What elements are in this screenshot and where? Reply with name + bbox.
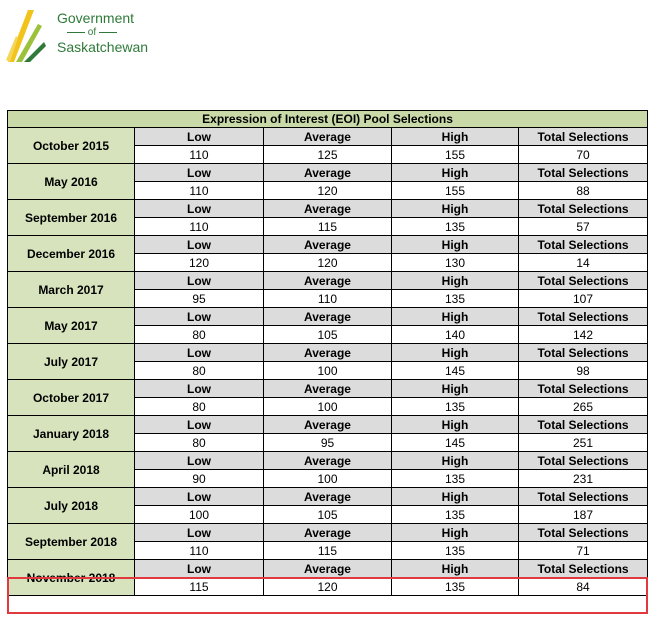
table-cell: 88 xyxy=(519,182,648,200)
month-label: September 2018 xyxy=(8,524,135,560)
column-header: Average xyxy=(264,236,392,254)
table-cell: 135 xyxy=(392,542,519,560)
table-cell: 98 xyxy=(519,362,648,380)
table-cell: 251 xyxy=(519,434,648,452)
table-cell: 135 xyxy=(392,470,519,488)
column-header: High xyxy=(392,308,519,326)
column-header: Average xyxy=(264,416,392,434)
column-header: Total Selections xyxy=(519,416,648,434)
table-cell: 155 xyxy=(392,182,519,200)
column-header: Average xyxy=(264,560,392,578)
column-header: Average xyxy=(264,452,392,470)
column-header: Low xyxy=(135,380,264,398)
column-header: Low xyxy=(135,128,264,146)
column-header: Low xyxy=(135,524,264,542)
month-label: July 2018 xyxy=(8,488,135,524)
column-header: Total Selections xyxy=(519,560,648,578)
month-label: July 2017 xyxy=(8,344,135,380)
table-cell: 142 xyxy=(519,326,648,344)
logo-wordmark xyxy=(57,10,147,55)
month-label: May 2017 xyxy=(8,308,135,344)
table-cell: 14 xyxy=(519,254,648,272)
column-header: Average xyxy=(264,344,392,362)
table-header-row xyxy=(8,344,648,362)
column-header: High xyxy=(392,272,519,290)
column-header: Total Selections xyxy=(519,524,648,542)
column-header: Total Selections xyxy=(519,344,648,362)
table-cell: 90 xyxy=(135,470,264,488)
table-cell: 80 xyxy=(135,398,264,416)
table-cell: 145 xyxy=(392,362,519,380)
month-label: May 2016 xyxy=(8,164,135,200)
column-header: Total Selections xyxy=(519,380,648,398)
table-cell: 80 xyxy=(135,326,264,344)
table-header-row xyxy=(8,272,648,290)
table-cell: 231 xyxy=(519,470,648,488)
column-header: High xyxy=(392,128,519,146)
eoi-pool-selections-table xyxy=(7,110,648,596)
column-header: High xyxy=(392,200,519,218)
logo-line-saskatchewan: Saskatchewan xyxy=(57,39,149,55)
table-cell: 110 xyxy=(135,182,264,200)
column-header: Total Selections xyxy=(519,308,648,326)
month-label: November 2018 xyxy=(8,560,135,596)
table-cell: 100 xyxy=(264,362,392,380)
column-header: Total Selections xyxy=(519,200,648,218)
table-cell: 110 xyxy=(135,218,264,236)
column-header: Low xyxy=(135,308,264,326)
column-header: High xyxy=(392,488,519,506)
table-cell: 120 xyxy=(264,254,392,272)
column-header: Average xyxy=(264,308,392,326)
table-cell: 71 xyxy=(519,542,648,560)
table-cell: 105 xyxy=(264,326,392,344)
column-header: Low xyxy=(135,272,264,290)
table-cell: 187 xyxy=(519,506,648,524)
logo-line-government: Government xyxy=(57,10,135,26)
column-header: Low xyxy=(135,344,264,362)
column-header: Low xyxy=(135,560,264,578)
month-label: October 2015 xyxy=(8,128,135,164)
column-header: Average xyxy=(264,200,392,218)
table-cell: 135 xyxy=(392,398,519,416)
column-header: High xyxy=(392,344,519,362)
column-header: Low xyxy=(135,164,264,182)
table-header-row xyxy=(8,416,648,434)
table-header-row xyxy=(8,200,648,218)
table-cell: 135 xyxy=(392,218,519,236)
table-cell: 115 xyxy=(135,578,264,596)
table-cell: 110 xyxy=(135,542,264,560)
column-header: Total Selections xyxy=(519,452,648,470)
month-label: October 2017 xyxy=(8,380,135,416)
table-cell: 100 xyxy=(264,470,392,488)
table-cell: 135 xyxy=(392,290,519,308)
table-cell: 84 xyxy=(519,578,648,596)
column-header: Average xyxy=(264,380,392,398)
government-logo xyxy=(4,2,149,66)
column-header: Low xyxy=(135,236,264,254)
table-cell: 105 xyxy=(264,506,392,524)
column-header: Average xyxy=(264,128,392,146)
table-cell: 135 xyxy=(392,506,519,524)
table-cell: 80 xyxy=(135,362,264,380)
column-header: High xyxy=(392,524,519,542)
column-header: High xyxy=(392,416,519,434)
column-header: Total Selections xyxy=(519,272,648,290)
table-title: Expression of Interest (EOI) Pool Selections xyxy=(8,111,648,128)
table-cell: 57 xyxy=(519,218,648,236)
month-label: December 2016 xyxy=(8,236,135,272)
column-header: Average xyxy=(264,272,392,290)
wheat-sheaf-icon xyxy=(4,2,54,64)
column-header: Total Selections xyxy=(519,164,648,182)
table-cell: 110 xyxy=(135,146,264,164)
table-cell: 100 xyxy=(135,506,264,524)
column-header: Average xyxy=(264,524,392,542)
column-header: High xyxy=(392,236,519,254)
table-cell: 70 xyxy=(519,146,648,164)
table-header-row xyxy=(8,308,648,326)
table-cell: 100 xyxy=(264,398,392,416)
month-label: March 2017 xyxy=(8,272,135,308)
table-cell: 140 xyxy=(392,326,519,344)
table-cell: 145 xyxy=(392,434,519,452)
column-header: Average xyxy=(264,164,392,182)
table-header-row xyxy=(8,452,648,470)
table-cell: 125 xyxy=(264,146,392,164)
table-cell: 95 xyxy=(135,290,264,308)
table-header-row xyxy=(8,164,648,182)
column-header: High xyxy=(392,164,519,182)
table-header-row xyxy=(8,380,648,398)
column-header: Low xyxy=(135,200,264,218)
column-header: Low xyxy=(135,488,264,506)
column-header: Low xyxy=(135,452,264,470)
table-cell: 130 xyxy=(392,254,519,272)
table-header-row xyxy=(8,128,648,146)
column-header: Average xyxy=(264,488,392,506)
table-cell: 155 xyxy=(392,146,519,164)
table-header-row xyxy=(8,560,648,578)
table-cell: 120 xyxy=(135,254,264,272)
table-cell: 95 xyxy=(264,434,392,452)
table-cell: 120 xyxy=(264,182,392,200)
column-header: High xyxy=(392,380,519,398)
column-header: Total Selections xyxy=(519,488,648,506)
month-label: September 2016 xyxy=(8,200,135,236)
table-cell: 107 xyxy=(519,290,648,308)
column-header: High xyxy=(392,452,519,470)
table-cell: 115 xyxy=(264,218,392,236)
table-cell: 115 xyxy=(264,542,392,560)
column-header: Low xyxy=(135,416,264,434)
logo-line-of: of xyxy=(57,26,147,39)
table-header-row xyxy=(8,236,648,254)
table-cell: 265 xyxy=(519,398,648,416)
table-cell: 135 xyxy=(392,578,519,596)
column-header: Total Selections xyxy=(519,236,648,254)
column-header: Total Selections xyxy=(519,128,648,146)
column-header: High xyxy=(392,560,519,578)
month-label: January 2018 xyxy=(8,416,135,452)
month-label: April 2018 xyxy=(8,452,135,488)
table-header-row xyxy=(8,524,648,542)
table-header-row xyxy=(8,488,648,506)
table-cell: 120 xyxy=(264,578,392,596)
table-cell: 80 xyxy=(135,434,264,452)
table-cell: 110 xyxy=(264,290,392,308)
